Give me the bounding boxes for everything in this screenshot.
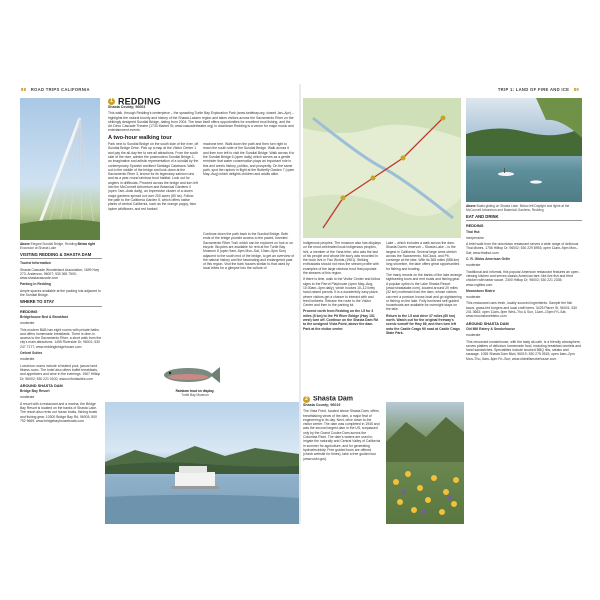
restaurant-description: A brief walk from the downtown restaurant serves a wide range of delicious Thai dishes. 1756 Hilltop Dr, 96002; 530 229 8953; open 11am–9pm Mon–Sat; www.thaihut.com: [466, 242, 579, 255]
caption-text: Elegant Sundial Bridge, Redding: [30, 242, 77, 246]
tour-column-2b: [203, 232, 295, 270]
boats-on-lake-photo: [466, 98, 582, 202]
tourist-info-title: Tourist Information: [20, 261, 51, 266]
running-header-left: [18, 87, 90, 92]
stay-redding-heading: REDDING: [20, 309, 38, 314]
restaurant-price: moderate: [466, 333, 481, 338]
shasta-text-cont: The many resorts on the banks of the lake arrange sightseeing tours and rent boats and fishing gear. A popular option is the Lake Shasta Resort (www.shastalake.com), located around 20 miles (32 km) northeast from the dam, whose visitors can rent a pontoon house-boat and go sightseeing or fishing on the lake. Fully furnished self-guided houseboats are available for overnight stays on the lake.: [386, 273, 462, 312]
trout-caption-text: Turtle Bay Museum: [181, 393, 209, 397]
stop-marker: 2: [303, 396, 310, 403]
lake-drawing: [105, 402, 299, 524]
restaurant-description: This restaurant uses fresh, locally sourced ingredients. Sample the fish tacos, grass-fed burgers and local craft beers. 3425 Placer St, 96001; 530 241 3663; open 11am–9pm Wed–Thu & Sun, 11am–10pm Fri–Sat; www.moonstonebistro.com: [466, 301, 578, 319]
hotel-description: This modern B&B has eight rooms with private baths and offers homemade breakfasts. There is dine-in access to the Sacramento River, a short walk from the city's main attractions. 1455 Riverside Dr, 96001; 530 247 7177; www.reddingbridgehouse.com: [20, 327, 102, 349]
tour-text: madrone tree. Walk down the path and then turn right to reach the south side of the Sundial Bridge. Walk across it and then turn left to visit the Sundial Bridge. Walk across it to the Sundial Bridge 6 (open daily) which serves as a gentle reminder that water conservation plays an important role in this arid area's history, politics, and prosperity. On the same path, spot the raptors in flight at the Butterfly Garden 7 (open May–Aug) which delights children and adults alike.: [203, 142, 295, 177]
caption-label: Above: [20, 242, 30, 246]
restaurant-price: moderate: [466, 295, 481, 300]
route-map: [303, 98, 461, 238]
running-title-left: ROAD TRIPS CALIFORNIA: [30, 87, 90, 92]
parking-title: Parking in Redding: [20, 282, 51, 287]
trout-caption-bold: Rainbow trout on display,: [175, 389, 215, 393]
sundial-bridge-photo: [20, 98, 100, 240]
redding-continued: [303, 241, 381, 393]
shasta-dam-title: Shasta Dam: [312, 396, 354, 403]
right-sidebar: [466, 204, 582, 518]
redding-section: [108, 98, 295, 270]
restaurant-name: Old Mill Eatery & Smokehouse: [466, 326, 515, 331]
restaurant-name: C. R. Gibbs American Grille: [466, 257, 511, 262]
stop-marker: 1: [108, 98, 115, 105]
book-gutter: [299, 84, 301, 524]
parking-text: Ample spaces available at the parking lots adjacent to the Sundial Bridge.: [20, 288, 101, 298]
hotel-description: A resort with a restaurant and a marina, the Bridge Bay Resort is located on the banks of Shasta Lake. The resort also rents out house boats, fishing boats and fishing gear. 10300 Bridge Bay Rd, 96003; 800 752 9669; www.bridgebayhouseboats.com: [20, 401, 98, 423]
left-sidebar: [20, 242, 102, 518]
shasta-continued: [386, 241, 462, 401]
restaurant-price: moderate: [466, 263, 481, 268]
stay-around-heading: AROUND SHASTA DAM: [20, 383, 63, 388]
shasta-text: The Vista Point, located above Shasta Dam, offers breathtaking views of the dam, a major feat of engineering in its day. Next, drive down to the visitor center. The dam was completed in 1945 and was the second largest dam in the US, surpassed only by the Grand Coulee Dam across the Columbia River. The dam's waters are used to irrigate the naturally arid Central Valley of California in summer for agriculture, and for generating hydroelectricity. Free guided tours are offered (check website for times), take a free guided tour (www.usbr.gov).: [303, 409, 381, 461]
tour-column-1: [108, 142, 199, 270]
redding-intro: This walk, through Redding's centerpiece – the sprawling Turtle Bay Exploration Park (www.turtlebay.org; closed Jan–Apr) – highlights the natural bounty and history of the Shasta-Lassen region and takes visitors across the Sacramento River on the strikingly designed Sundial Bridge, dating from 2004. The town itself offers opportunities for excellent trout fishing, and the Art Deco Cascade Theatre (1733 Market St; www.cascadetheatre.org) in downtown Redding is a venue for major music and entertainment events.: [108, 111, 294, 133]
walking-tour-heading: A two-hour walking tour: [108, 134, 172, 141]
running-title-right: TRIP 1: LAND OF FIRE AND ICE: [497, 87, 570, 92]
eat-around-heading: AROUND SHASTA DAM: [466, 321, 509, 326]
restaurant-description: Traditional and informal, this popular American restaurant features an open-viewing kitchen and serves classic American fare, like live fish and fried chicken with tartar sauce. 2300 Hilltop Dr, 96002; 530 221 2335; www.crgibbs.com: [466, 269, 580, 287]
tour-text: Continue down the path back to the Sundial Bridge. Both ends of the bridge provide access to the paved, forested Sacramento River Trail, which can be explored on foot or on bicycle. Bicycles are available for rent at the Turtle Bay Museum 8 (open 9am–5pm Mon–Sat, 10am–5pm Sun) adjacent to the south end of the bridge, to get an overview of the natural history and the fascinating and endangered past of this region. Visit the bark houses similar to that used by local tribes for a glimpse into the culture of: [203, 232, 295, 270]
tourist-info-text: Shasta Cascade Wonderland Association; 1699 Hwy 273, Anderson, 96007; 530 365 7500; www.shastacascade.com: [20, 267, 100, 281]
eat-redding-heading: REDDING: [466, 224, 484, 229]
rainbow-trout-photo: [160, 362, 220, 388]
trout-drawing: [160, 362, 220, 388]
route-directions: Proceed north from Redding on the I-5 for 3 miles (5 km) to the Pit River Bridge (Hwy 151 west) turn off. Continue on the Shasta Dam Rd to the unsigned Vista Point, above the dam. Park at the visitor center.: [303, 309, 378, 331]
gardens-flowers-photo: [386, 402, 464, 524]
caption-label: Above: [466, 204, 476, 208]
redding-title: REDDING: [117, 98, 161, 107]
page-number-left: 88: [21, 87, 27, 92]
caption-text: Boats gliding on Shasta Lake. Below left Daylight and lights at the McConnell Arboretum and Botanical Gardens, Redding: [466, 204, 570, 212]
visiting-heading: VISITING REDDING & SHASTA DAM: [20, 253, 102, 259]
shasta-location: Shasta County; 96019: [303, 403, 341, 407]
running-header-right: [498, 87, 582, 92]
flowers-drawing: [386, 402, 464, 524]
caption-text-2: Excursion at Shasta Lake: [20, 246, 57, 250]
sundial-caption: [20, 242, 102, 250]
restaurant-name: Moonstone Bistro: [466, 288, 495, 293]
boats-drawing: [466, 98, 582, 202]
hotel-price: moderate: [20, 395, 35, 400]
hotel-price: moderate: [20, 321, 35, 326]
hotel-name: Bridgehouse Bed & Breakfast: [20, 314, 68, 319]
sundial-bridge-drawing: [20, 98, 100, 240]
caption-label-2: Below right: [77, 242, 95, 246]
restaurant-price: inexpensive: [466, 235, 484, 240]
shasta-dam-section: [303, 396, 381, 518]
page-number-right: 89: [573, 87, 579, 92]
shasta-text-cont: Lake – which includes a walk across the dam. Shasta Dam's reservoir – Shasta Lake – is the largest in California. Several large arms stretch across the Sacramento, McCloud, and Pit, converge at the lake. With its 365 miles (588 km) long shoreline, the lake offers great opportunities for fishing and boating.: [386, 241, 460, 271]
restaurant-name: Thai Hut: [466, 229, 480, 234]
route-directions: Return to the I-5 and drive 37 miles (60 km) north. Watch out for the original freeway's scenic turnoff for Hwy 89, and then turn left onto the Castle Crags fill road at Castle Crags State Park.: [386, 313, 460, 335]
trout-caption: [165, 389, 225, 397]
shasta-lake-excursion-photo: [105, 402, 299, 524]
boats-caption: [466, 204, 582, 212]
tour-text: Park next to Sundial Bridge on the south side of the river, off Sundial Bridge Drive. Pick up a map at the Visitor Center 1 and pay the all-day fee to see all attractions. From the south side of the river, admire the postmodern Sundial Bridge 2, an imaginative and artistic representation of a sundial by the contemporary Spanish architect Santiago Calatrava. Walk out to the middle of the bridge and look down at the Sacramento River 3, known for its legendary salmon runs and as a year-round rainbow trout habitat. Look out for anglers in driftboats. Proceed across the bridge and turn left into the McConnell Arboretum and Botanical Gardens 4 (open 7am–dusk daily), an impressive cluster of a dozen major gardens spread out over 200 acres (80 ha). Follow the path to the California Garden 5, which offers native plants of central California, such as the orange poppy, blue lupine wildflower, and red barked: [108, 142, 199, 211]
redding-location: Shasta County; 96003: [108, 105, 146, 109]
redding-text-cont: Indigenous peoples. The museum also has displays on the most celebrated local Indigenous peoples, Ishi, a member of the Yana tribe, who was the last of his people and whose life story was recorded in the book Ishi in Two Worlds (1961). Striking enthusiasts should not miss the stream profile with examples of the large rainbow trout that populate the streams of this region.: [303, 241, 381, 276]
hotel-name: Bridge Bay Resort: [20, 389, 50, 394]
hotel-price: moderate: [20, 357, 35, 362]
map-drawing: [303, 98, 461, 238]
hotel-description: Luxurious rooms include a heated pool, jacuzzi and fitness room. The hotel also offers buffet breakfasts, and appetizers and wine in the evenings. 1967 Hilltop Dr, 96002; 530 221 0100; www.oxfordsuites.com: [20, 363, 101, 381]
restaurant-description: This renowned smokehouse, with the tasty all-cafe, is a friendly atmosphere, serves platters of delicious homemade food, including breakfast omelets and hand sandwiches. Specialities include smoked BBQ ribs, steaks and sausage. 1055 Shasta Dam Blvd, 96019; 530 275 0515; open 6am–2pm Mon–Thu, 6am–8pm Fri–Sun; www.oldmillsmokehouse.com: [466, 339, 581, 361]
hotel-name: Oxford Suites: [20, 351, 43, 356]
redding-text-cont: If there is time, walk to the Visitor Center and follow signs to the Parrot Playhouse (open May–Aug; 10:30am–4pm daily), which houses 10–12 lively hand-raised parrots. It is a wonderfully zany place, where visitors get a chance to interact with and feed lorikeets. Retrace the route to the Visitor Center and then to the parking lot.: [303, 277, 381, 308]
eat-drink-heading: EAT AND DRINK: [466, 215, 582, 221]
where-to-stay-heading: WHERE TO STAY: [20, 300, 102, 306]
book-spread: [0, 84, 600, 524]
tour-column-2a: [203, 142, 295, 202]
